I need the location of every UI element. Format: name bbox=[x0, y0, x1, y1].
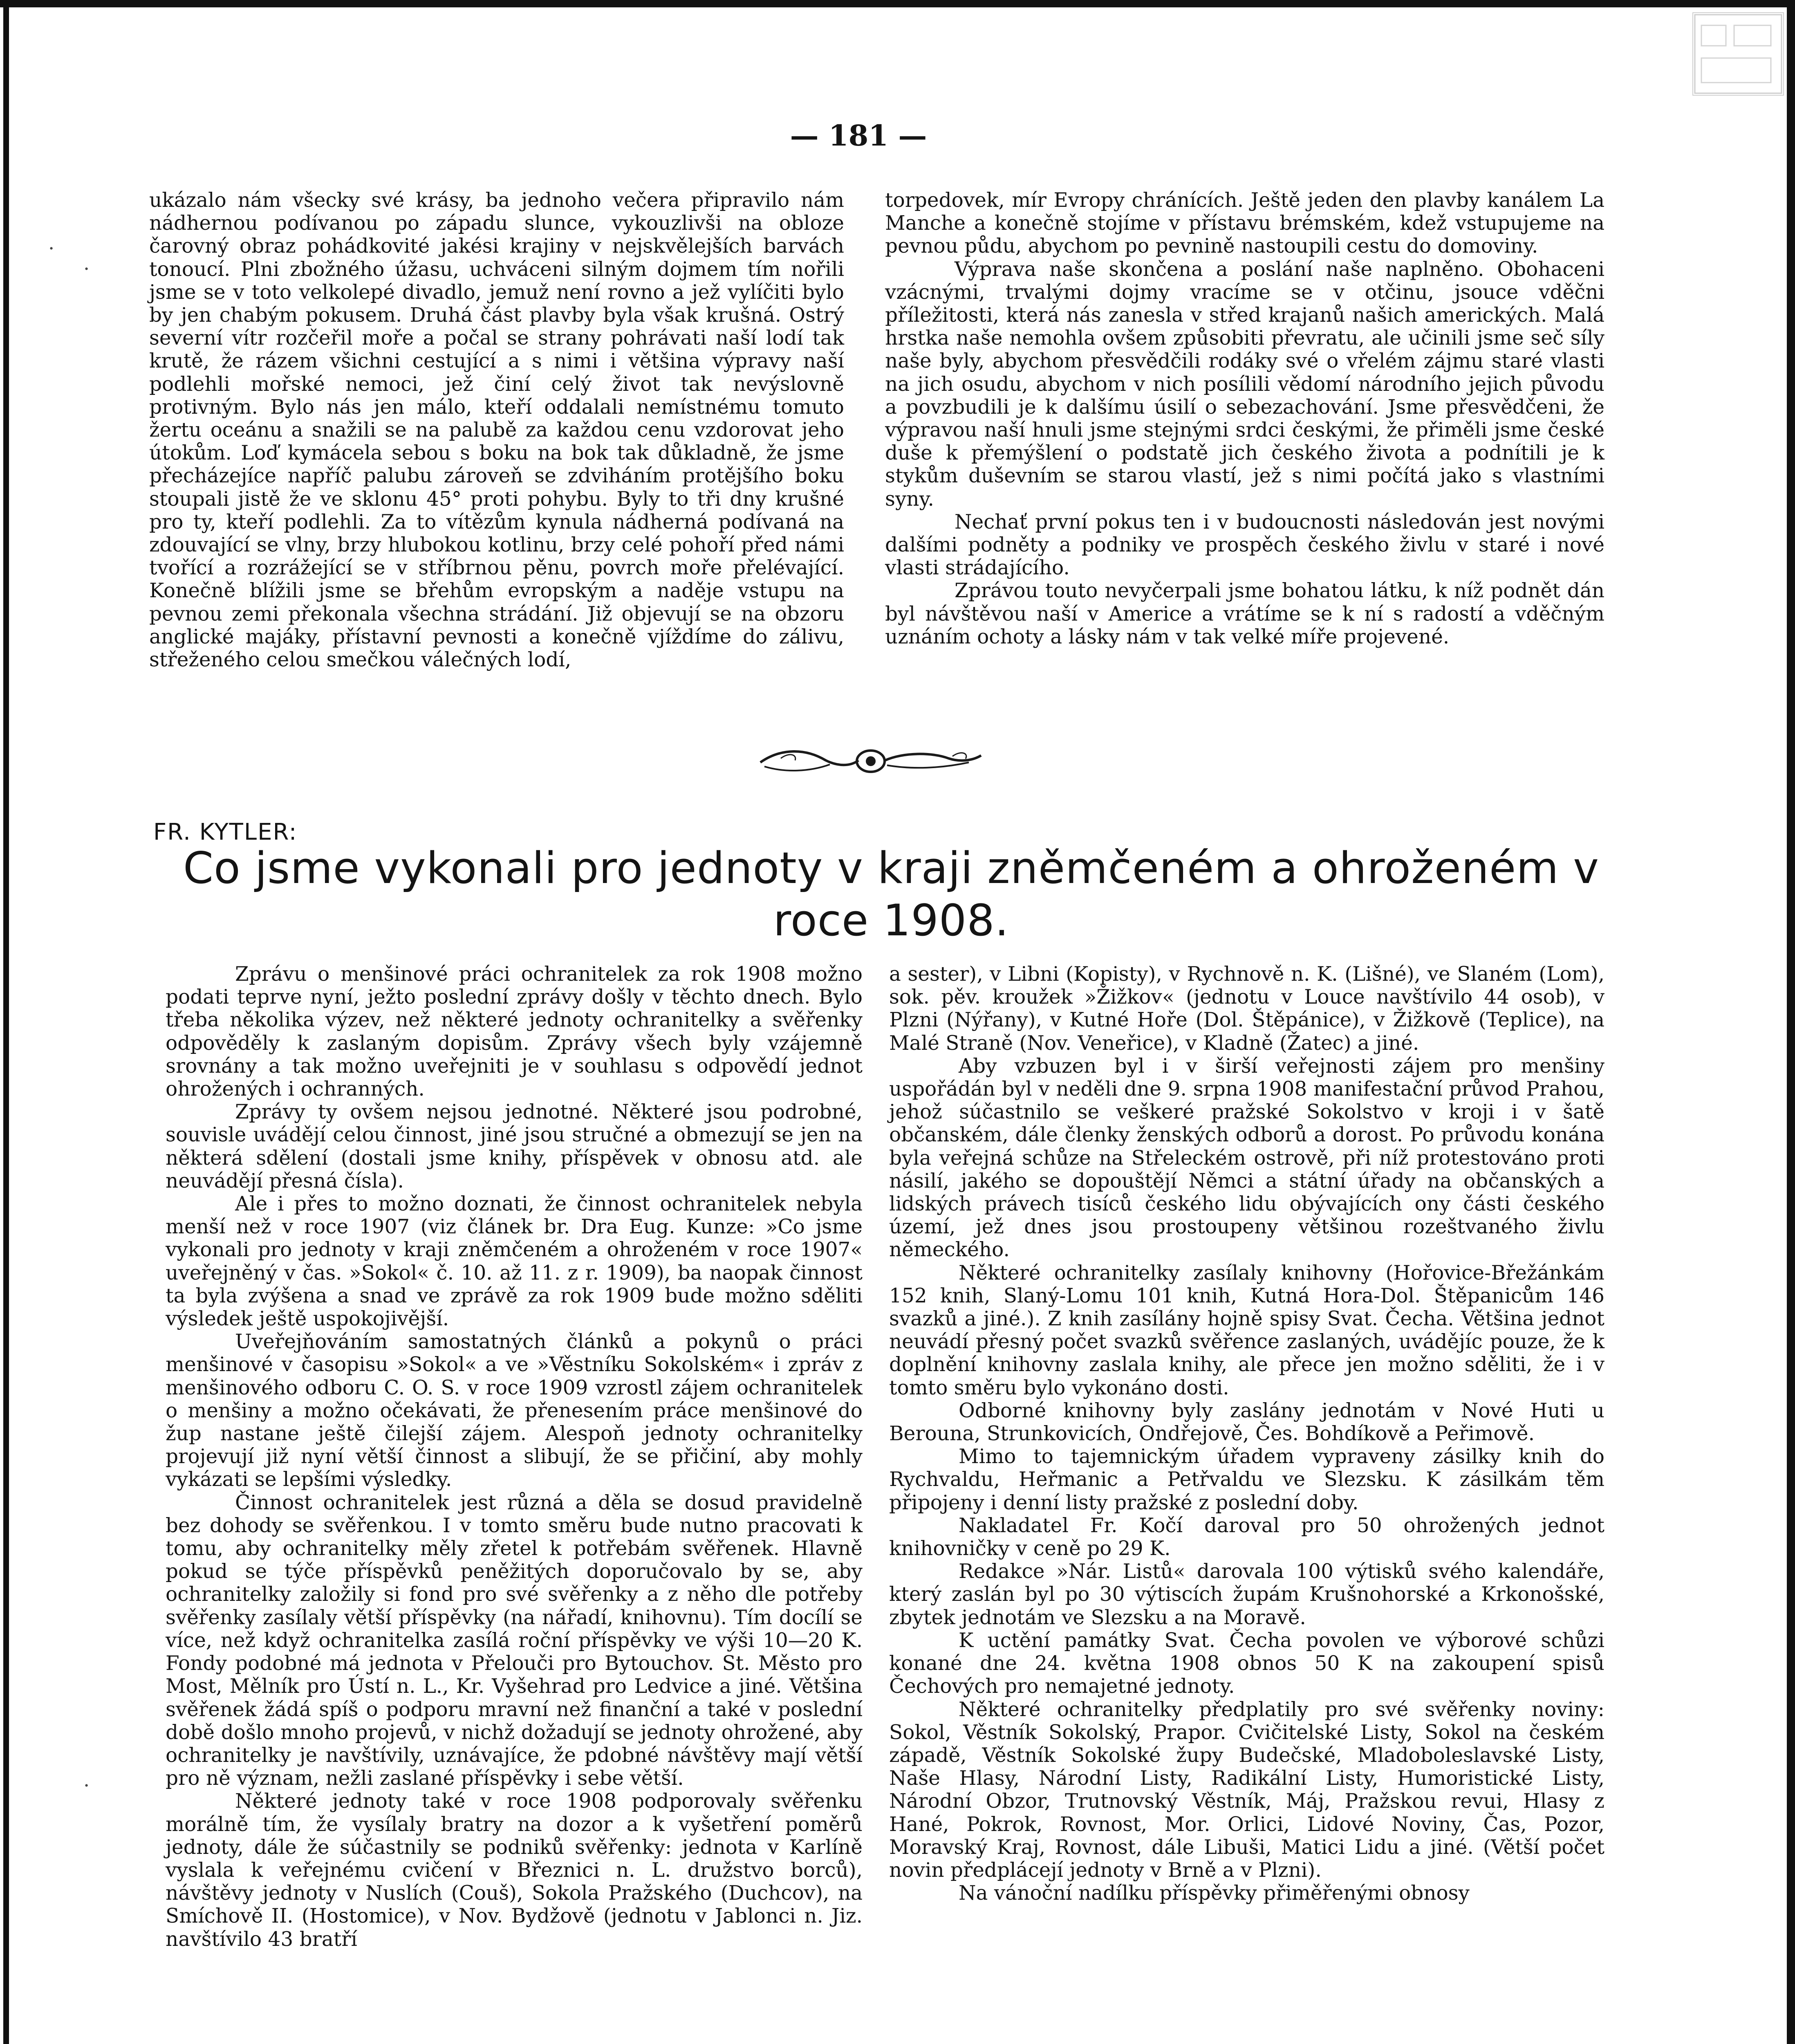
paragraph: Některé ochranitelky zasílaly knihovny (Hořovice-Břežánkám 152 knih, Slaný-Lomu 101 knih, Kutná Hora-Dol. Štěpanicům 146 svazků a jiné.). Z knih zasílány hojně spisy Svat. Čecha. Většina jednot neuvádí přesný počet svazků svěřence zaslaných, uvádějíc pouze, že k doplnění knihovny zaslala knihy, ale přece jen možno sděliti, že i v tomto směru bylo vykonáno dosti. bbox=[889, 1261, 1605, 1399]
paragraph: Mimo to tajemnickým úřadem vypraveny zásilky knih do Rychvaldu, Heřmanic a Petřvaldu ve Slezsku. K zásilkám těm připojeny i denní listy pražské z poslední doby. bbox=[889, 1445, 1605, 1514]
paragraph: a sester), v Libni (Kopisty), v Rychnově n. K. (Lišné), ve Slaném (Lom), sok. pěv. kroužek »Žižkov« (jednotu v Louce navštívilo 44 osob), v Plzni (Nýřany), v Kutné Hoře (Dol. Štěpánice), v Žižkově (Teplice), na Malé Straně (Nov. Veneřice), v Kladně (Žatec) a jiné. bbox=[889, 963, 1605, 1055]
paragraph: Zprávu o menšinové práci ochranitelek za rok 1908 možno podati teprve nyní, ježto poslední zprávy došly v těchto dnech. Bylo třeba několika výzev, než některé jednoty ochranitelky a svěřenky odpověděly k zaslaným dopisům. Zprávy všech byly vzájemně srovnány a tak možno uveřejniti je v souhlasu s odpovědí jednot ohrožených i ochranných. bbox=[166, 963, 863, 1101]
article-left-column bbox=[166, 963, 863, 1951]
paragraph: ukázalo nám všecky své krásy, ba jednoho večera připravilo nám nádhernou podívanou po západu slunce, vykouzlivši na obloze čarovný obraz pohádkovité jakési krajiny v nejskvělejších barvách tonoucí. Plni zbožného úžasu, uchváceni silným dojmem tím nořili jsme se v toto velkolepé divadlo, jemuž není rovno a jež vylíčiti bylo by jen chabým pokusem. Druhá část plavby byla však krušná. Ostrý severní vítr rozčeřil moře a počal se strany pohrávati naší lodí tak krutě, že rázem všichni cestující a s nimi i většina výpravy naší podlehli mořské nemoci, jež činí celý život tak nevýslovně protivným. Bylo nás jen málo, kteří oddalali nemístnému tomuto žertu oceánu a snažili se na palubě za každou cenu vzdorovat jeho útokům. Loď kymácela sebou s boku na bok tak důkladně, že jsme přecházejíce napříč palubu zároveň se zdviháním protějšího boku stoupali jistě že ve sklonu 45° proti pohybu. Byly to tři dny krušné pro ty, kteří podlehli. Za to vítězům kynula nádherná podívaná na zdouvající se vlny, brzy hlubokou kotlinu, brzy celé pohoří před námi tvořící a rozrážející se v stříbrnou pěnu, povrch moře přelévající. Konečně blížili jsme se břehům evropským a naděje vstupu na pevnou zemi překonala všechna strádání. Již objevují se na obzoru anglické majáky, přístavní pevnosti a konečně vjíždíme do zálivu, střeženého celou smečkou válečných lodí, bbox=[149, 189, 844, 672]
scan-border-right bbox=[1787, 0, 1795, 2044]
paragraph: Výprava naše skončena a poslání naše naplněno. Obohaceni vzácnými, trvalými dojmy vracíme se v otčinu, jsouce vděčni příležitosti, která nás zanesla v střed krajanů našich amerických. Malá hrstka naše nemohla ovšem způsobiti převratu, ale učinili jsme seč síly naše byly, abychom přesvědčili rodáky své o vřelém zájmu staré vlasti na jich osudu, abychom v nich posílili vědomí národního jejich původu a povzbudili je k dalšímu úsilí o sebezachování. Jsme přesvědčeni, že výpravou naší hnuli jsme stejnými srdci českými, že přiměli jsme české duše k přemýšlení o podstatě jich českého života a podnítili je k stykům duševním se starou vlastí, jež s nimi počítá jako s vlastními syny. bbox=[885, 258, 1605, 511]
margin-mark: · bbox=[48, 237, 55, 260]
paragraph: torpedovek, mír Evropy chránících. Ještě jeden den plavby kanálem La Manche a konečně stojíme v přístavu brémském, kdež vstupujeme na pevnou půdu, abychom po pevnině nastoupili cestu do domoviny. bbox=[885, 189, 1605, 258]
article-author: FR. KYTLER: bbox=[153, 819, 298, 845]
page-number: — 181 — bbox=[790, 119, 927, 152]
paragraph: Některé jednoty také v roce 1908 podporovaly svěřenku morálně tím, že vysílaly bratry na dozor a k vyšetření poměrů jednoty, dále že súčastnily se podniků svěřenky: jednota v Karlíně vyslala k veřejnému cvičení v Březnici n. L. družstvo borců), návštěvy jednoty v Nuslích (Couš), Sokola Pražského (Duchcov), na Smíchově II. (Hostomice), v Nov. Bydžově (jednotu v Jablonci n. Jiz. navštívilo 43 bratří bbox=[166, 1790, 863, 1951]
paragraph: Některé ochranitelky předplatily pro své svěřenky noviny: Sokol, Věstník Sokolský, Prapor. Cvičitelské Listy, Sokol na českém západě, Věstník Sokolské župy Budečské, Mladoboleslavské Listy, Naše Hlasy, Národní Listy, Radikální Listy, Humoristické Listy, Národní Obzor, Trutnovský Věstník, Máj, Pražskou revui, Hlasy z Hané, Pokrok, Rovnost, Mor. Orlici, Lidové Noviny, Čas, Pozor, Moravský Kraj, Rovnost, dále Libuši, Matici Lidu a jiné. (Větší počet novin předplácejí jednoty v Brně a v Plzni). bbox=[889, 1698, 1605, 1882]
margin-mark: · bbox=[83, 258, 90, 280]
article-title: Co jsme vykonali pro jednoty v kraji zněmčeném a ohroženém v roce 1908. bbox=[183, 843, 1599, 946]
paragraph: Nakladatel Fr. Kočí daroval pro 50 ohrožených jednot knihovničky v ceně po 29 K. bbox=[889, 1514, 1605, 1560]
paragraph: Ale i přes to možno doznati, že činnost ochranitelek nebyla menší než v roce 1907 (viz článek br. Dra Eug. Kunze: »Co jsme vykonali pro jednoty v kraji zněmčeném a ohroženém v roce 1907« uveřejněný v čas. »Sokol« č. 10. až 11. z r. 1909), ba naopak činnost ta byla zvýšena a snad ve zprávě za rok 1909 bude možno sděliti výsledek ještě uspokojivější. bbox=[166, 1192, 863, 1331]
library-stamp bbox=[1692, 12, 1784, 96]
paragraph: Nechať první pokus ten i v budoucnosti následován jest novými dalšími podněty a podniky ve prospěch českého živlu v staré i nové vlasti strádajícího. bbox=[885, 510, 1605, 580]
paragraph: Redakce »Nár. Listů« darovala 100 výtisků svého kalendáře, který zaslán byl po 30 výtiscích župám Krušnohorské a Krkonošské, zbytek jednotám ve Slezsku a na Moravě. bbox=[889, 1560, 1605, 1629]
top-left-column bbox=[149, 189, 844, 671]
decorative-ornament bbox=[756, 744, 985, 777]
paragraph: Na vánoční nadílku příspěvky přiměřenými obnosy bbox=[959, 1882, 1470, 1905]
margin-mark: · bbox=[83, 1774, 90, 1797]
paragraph: Činnost ochranitelek jest různá a děla se dosud pravidelně bez dohody se svěřenkou. I v tomto směru bude nutno pracovati k tomu, aby ochranitelky měly zřetel k potřebám svěřenek. Hlavně pokud se týče příspěvků peněžitých doporučovalo by se, aby ochranitelky založily si fond pro své svěřenky a z něho dle potřeby svěřenky zasílaly větší příspěvky (na nářadí, knihovnu). Tím docílí se více, než když ochranitelka zasílá roční příspěvky ve výši 10—20 K. Fondy podobné má jednota v Přelouči pro Bytouchov. St. Město pro Most, Mělník pro Ústí n. L., Kr. Vyšehrad pro Ledvice a jiné. Většina svěřenek žádá spíš o podporu mravní než finanční a také v poslední době došlo mnoho projevů, v nichž dožadují se jednoty ohrožené, aby ochranitelky je navštívily, uznávajíce, že pdobné návštěvy mají větší pro ně význam, nežli zaslané příspěvky i sebe větší. bbox=[166, 1491, 863, 1790]
paragraph: K uctění památky Svat. Čecha povolen ve výborové schůzi konané dne 24. května 1908 obnos 50 K na zakoupení spisů Čechových pro nemajetné jednoty. bbox=[889, 1629, 1605, 1698]
paragraph: Zprávou touto nevyčerpali jsme bohatou látku, k níž podnět dán byl návštěvou naší v Americe a vrátíme se k ní s radostí a vděčným uznáním ochoty a lásky nám v tak velké míře projevené. bbox=[885, 579, 1605, 648]
paragraph: Aby vzbuzen byl i v širší veřejnosti zájem pro menšiny uspořádán byl v neděli dne 9. srpna 1908 manifestační průvod Prahou, jehož súčastnilo se veškeré pražské Sokolstvo v kroji i v šatě občanském, dále členky ženských odborů a dorost. Po průvodu konána byla veřejná schůze na Střeleckém ostrově, při níž protestováno proti násilí, jakého se dopouštějí Němci a státní úřady na občanských a lidských právech tisíců českého lidu obývajících ony části českého území, jež dnes jsou prostoupeny většinou rozeštvaného živlu německého. bbox=[889, 1054, 1605, 1262]
paragraph: Zprávy ty ovšem nejsou jednotné. Některé jsou podrobné, souvisle uvádějí celou činnost, jiné jsou stručné a obmezují se jen na některá sdělení (dostali jsme knihy, příspěvek v obnosu atd. ale neuvádějí přesná čísla). bbox=[166, 1100, 863, 1192]
scan-border-left bbox=[3, 0, 9, 2044]
top-right-column bbox=[885, 189, 1605, 648]
article-right-column bbox=[889, 963, 1605, 1905]
paragraph: Uveřejňováním samostatných článků a pokynů o práci menšinové v časopisu »Sokol« a ve »Věstníku Sokolském« i zpráv z menšinového odboru C. O. S. v roce 1909 vzrostl zájem ochranitelek o menšiny a možno očekávati, že přenesením práce menšinové do žup nastane ještě čilejší zájem. Alespoň jednoty ochranitelky projevují již nyní větší činnost a slibují, že se přičiní, aby mohly vykázati se lepšími výsledky. bbox=[166, 1330, 863, 1491]
paragraph: Odborné knihovny byly zaslány jednotám v Nové Huti u Berouna, Strunkovicích, Ondřejově, Čes. Bohdíkově a Peřimově. bbox=[889, 1399, 1605, 1446]
scan-border-top bbox=[0, 0, 1795, 7]
